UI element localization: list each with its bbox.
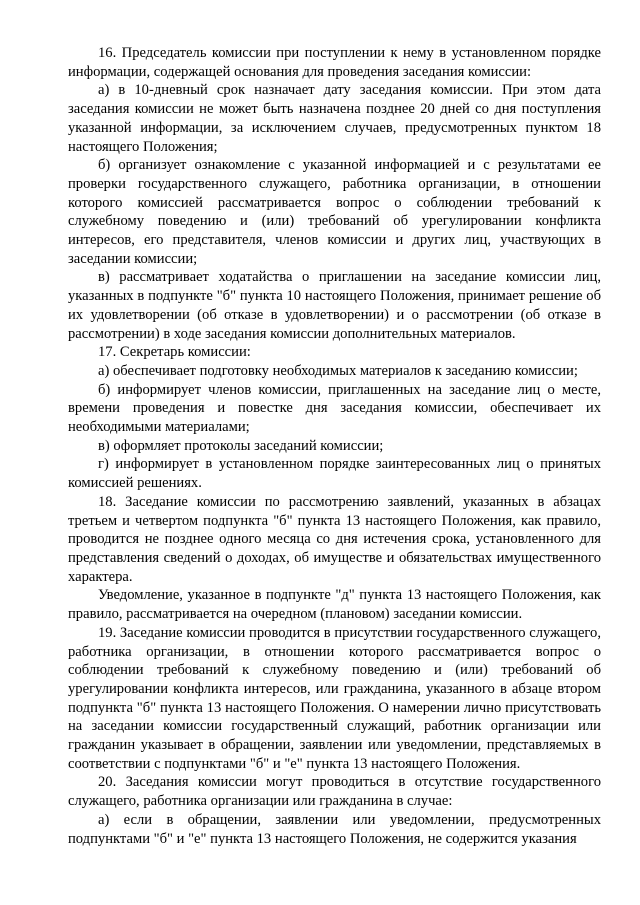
paragraph-18-notice: Уведомление, указанное в подпункте "д" пункта 13 настоящего Положения, как правило, рассматривается на очередном (плановом) заседании комиссии. xyxy=(68,587,601,623)
paragraph-19: 19. Заседание комиссии проводится в присутствии государственного служащего, работника организации, в отношении которого рассматривается вопрос о соблюдении требований к служебному поведению и (или) требований об урегулировании конфликта интересов, или гражданина, указанного в абзаце втором подпункта "б" пункта 13 настоящего Положения. О намерении лично присутствовать на заседании комиссии государственный служащий, работник организации или гражданин указывает в обращении, заявлении или уведомлении, представляемых в соответствии с подпунктами "б" и "е" пункта 13 настоящего Положения. xyxy=(68,624,601,772)
paragraph-20-a: а) если в обращении, заявлении или уведомлении, предусмотренных подпунктами "б" и "е" пункта 13 настоящего Положения, не содержится указания xyxy=(68,811,601,847)
paragraph-16-intro: 16. Председатель комиссии при поступлении к нему в установленном порядке информации, содержащей основания для проведения заседания комиссии: xyxy=(68,45,601,80)
paragraph-18: 18. Заседание комиссии по рассмотрению заявлений, указанных в абзацах третьем и четвертом подпункта "б" пункта 13 настоящего Положения, как правило, проводится не позднее одного месяца со дня истечения срока, установленного для представления сведений о доходах, об имуществе и обязательствах имущественного характера. xyxy=(68,493,601,585)
paragraph-16-b: б) организует ознакомление с указанной информацией и с результатами ее проверки государственного служащего, работника организации, в отношении которого комиссией рассматривается вопрос о соблюдении требований к служебному поведению и (или) требований об урегулировании конфликта интересов, его представителя, членов комиссии и других лиц, участвующих в заседании комиссии; xyxy=(68,157,601,267)
paragraph-16-a: а) в 10-дневный срок назначает дату заседания комиссии. При этом дата заседания комиссии не может быть назначена позднее 20 дней со дня поступления указанной информации, за исключением случаев, предусмотренных пунктом 18 настоящего Положения; xyxy=(68,82,601,155)
paragraph-20-intro: 20. Заседания комиссии могут проводиться в отсутствие государственного служащего, работника организации или гражданина в случае: xyxy=(68,774,601,810)
paragraph-17-intro: 17. Секретарь комиссии: xyxy=(98,344,251,361)
paragraph-17-g: г) информирует в установленном порядке заинтересованных лиц о принятых комиссией решениях. xyxy=(68,456,601,492)
paragraph-17-b: б) информирует членов комиссии, приглашенных на заседание лиц о месте, времени проведения и повестке дня заседания комиссии, обеспечивает их необходимыми материалами; xyxy=(68,381,601,436)
paragraph-16-v: в) рассматривает ходатайства о приглашении на заседание комиссии лиц, указанных в подпункте "б" пункта 10 настоящего Положения, принимает решение об их удовлетворении (об отказе в удовлетворении) и о рассмотрении (об отказе в рассмотрении) в ходе заседания комиссии дополнительных материалов. xyxy=(68,269,601,342)
paragraph-17-v: в) оформляет протоколы заседаний комиссии; xyxy=(98,437,384,454)
paragraph-17-a: а) обеспечивает подготовку необходимых материалов к заседанию комиссии; xyxy=(98,362,578,379)
document-page xyxy=(68,44,601,848)
